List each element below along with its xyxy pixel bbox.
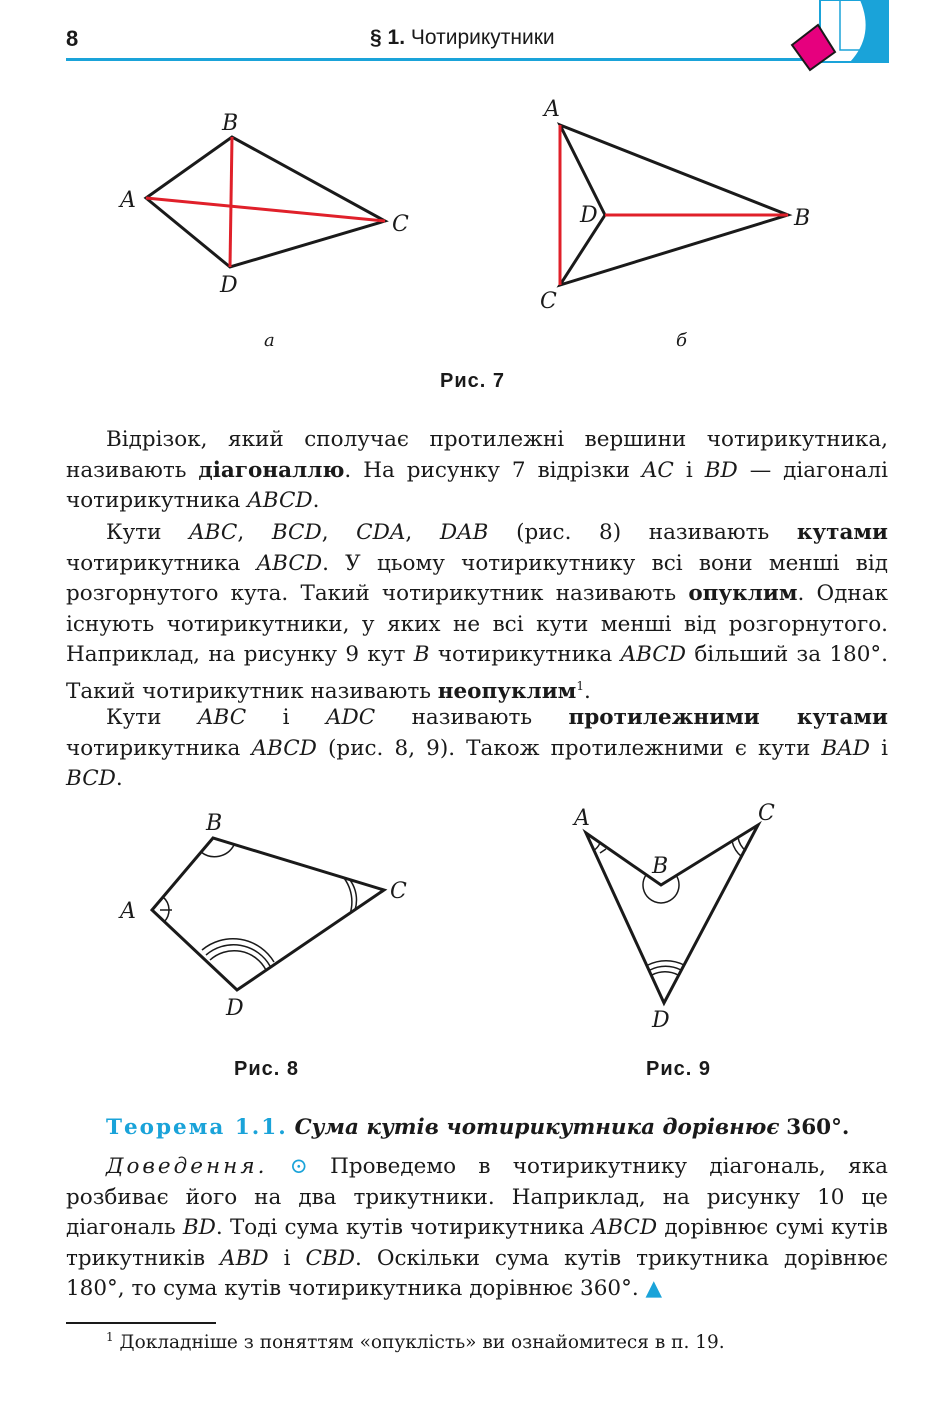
label-c: C: [540, 289, 557, 314]
label-d: D: [652, 1008, 670, 1033]
figure-7a-sublabel: а: [264, 330, 275, 351]
figure-9-caption: Рис. 9: [646, 1058, 711, 1080]
convex-quadrilateral: [152, 838, 384, 990]
paragraph-diagonal: Відрізок, який сполучає протилежні вершини чотирикутника, називають діагоналлю. На рисунку 7 відрізки AC і BD — діагоналі чотирикутника ABCD.: [66, 427, 889, 513]
label-c: C: [392, 212, 409, 237]
label-a: A: [120, 899, 136, 924]
paragraph-opposite-angles: Кути ABC і ADC називають протилежними кутами чотирикутника ABCD (рис. 8, 9). Також протилежними є кути BAD і BCD.: [66, 705, 888, 791]
label-b: B: [652, 854, 669, 879]
label-a: A: [574, 806, 590, 831]
angle-mark-d-1: [652, 972, 678, 975]
angle-mark-d-1: [210, 951, 266, 970]
page-header: [0, 0, 940, 75]
proof-start-icon: ⊙: [289, 1154, 308, 1179]
label-d: D: [580, 203, 598, 228]
label-d: D: [220, 273, 238, 298]
angle-mark-c-2: [344, 878, 352, 914]
angle-mark-d-2: [650, 966, 681, 970]
angle-mark-b: [643, 875, 679, 903]
angle-mark-d-3: [648, 961, 684, 965]
figure-7b: [530, 90, 830, 320]
proof-paragraph: Доведення. ⊙ Проведемо в чотирикутнику діагональ, яка розбиває його на два трикутники. Наприклад, на рисунку 10 це діагональ BD. Тоді сума кутів чотирикутника ABCD дорівнює сумі кутів трикутників ABD і CBD. Оскільки сума кутів трикутника дорівнює 180°, то сума кутів чотирикутника дорівнює 360°. ▲: [66, 1154, 889, 1301]
figure-9: [560, 795, 800, 1035]
angle-tick-a: [600, 849, 606, 853]
diagonal-bd: [230, 137, 232, 267]
label-a: A: [120, 188, 136, 213]
corner-decoration: [780, 0, 940, 75]
label-b: B: [794, 206, 811, 231]
theorem-1-1: [66, 1113, 888, 1144]
figure-8: [110, 800, 430, 1030]
footnote-rule: [66, 1322, 216, 1324]
label-d: D: [226, 996, 244, 1021]
section-number: § 1.: [370, 26, 406, 49]
label-c: C: [390, 879, 407, 904]
footnote-ref: 1: [576, 678, 584, 693]
proof-end-icon: ▲: [645, 1276, 663, 1301]
theorem-statement: Сума кутів чотирикутника дорівнює: [294, 1115, 780, 1140]
theorem-value: 360°.: [786, 1115, 850, 1140]
figure-7a: [110, 105, 430, 305]
label-b: B: [206, 811, 223, 836]
paragraph-angles: Кути ABC, BCD, CDA, DAB (рис. 8) називають кутами чотирикутника ABCD. У цьому чотирикутнику всі вони менші від розгорнутого кута. Такий чотирикутник називають опуклим. Однак існують чотирикутники, у яких не всі кути менші від розгорнутого. Наприклад, на рисунку 9 кут B чотирикутника ABCD більший за 180°. Такий чотирикутник називають неопуклим$^1$.: [66, 520, 888, 704]
theorem-title: Теорема 1.1.: [106, 1115, 288, 1140]
footnote: [106, 1330, 725, 1353]
label-c: C: [758, 801, 775, 826]
footnote-text: Докладніше з поняттям «опуклість» ви ознайомитеся в п. 19.: [119, 1332, 725, 1354]
label-b: B: [222, 111, 239, 136]
footnote-marker: 1: [106, 1330, 114, 1344]
nonconvex-quadrilateral: [586, 825, 758, 1003]
figure-7b-sublabel: б: [676, 330, 687, 351]
section-title: [370, 26, 555, 50]
header-rule: [66, 58, 806, 61]
section-name: Чотирикутники: [410, 26, 555, 49]
label-a: A: [544, 97, 560, 122]
proof-title: Доведення.: [106, 1154, 268, 1179]
page-number: 8: [66, 26, 79, 51]
figure-7-caption: Рис. 7: [440, 370, 505, 392]
figure-8-caption: Рис. 8: [234, 1058, 299, 1080]
